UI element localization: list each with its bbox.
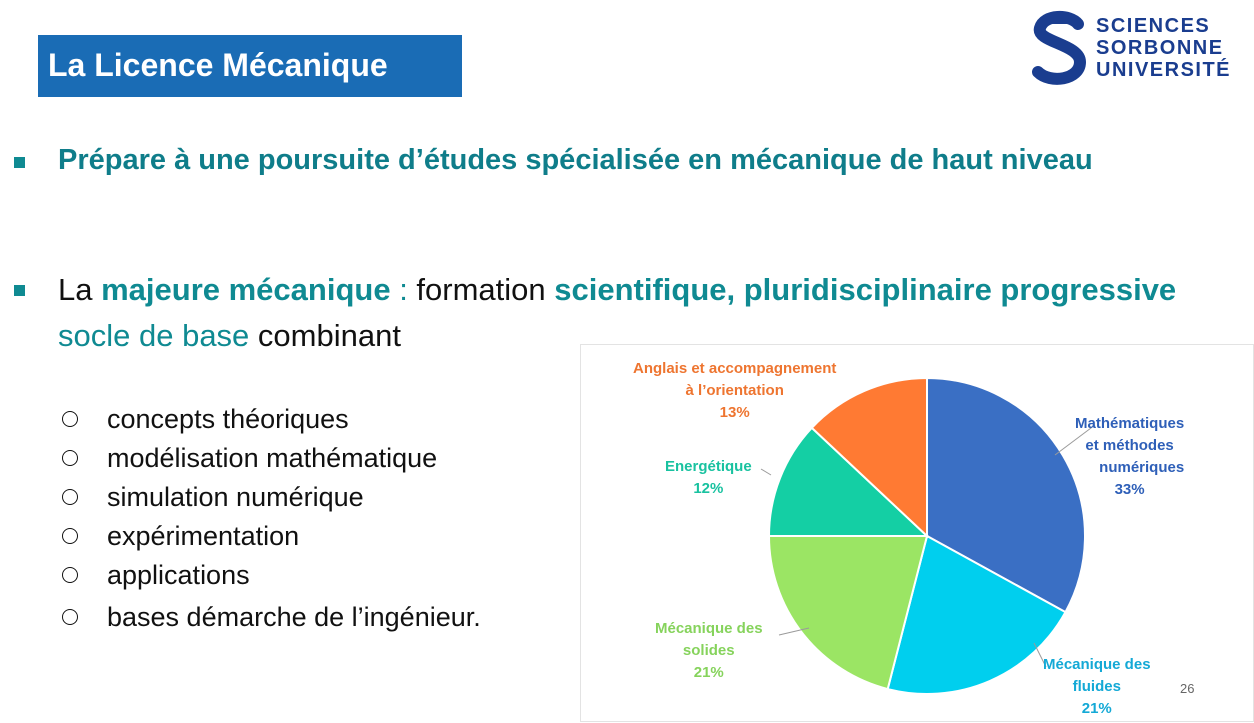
circle-bullet-icon (62, 489, 78, 505)
circle-bullet-icon (62, 528, 78, 544)
slice-percent-label: 33% (1114, 481, 1145, 498)
university-logo (1030, 10, 1250, 86)
bullet-text: La (58, 272, 102, 307)
bullet-text: formation (416, 272, 555, 307)
page-number: 26 (1180, 681, 1195, 696)
slice-label-fluides (1043, 654, 1151, 720)
slice-label-line: à l’orientation (685, 382, 784, 399)
slice-percent-label: 12% (693, 480, 724, 497)
highlight-scientifique: scientifique, pluridisciplinaire progressive (554, 272, 1177, 307)
pie-chart-panel (580, 344, 1254, 722)
title-banner (38, 35, 462, 97)
slice-label-energetique (665, 456, 752, 500)
bullet-square-icon (14, 285, 25, 296)
slice-label-solides (655, 618, 763, 684)
circle-bullet-icon (62, 411, 78, 427)
slice-label-mathematiques (1075, 413, 1184, 501)
list-item-label: concepts théoriques (107, 404, 349, 434)
slice-label-line: Mécanique des (655, 620, 763, 637)
slice-label-anglais (633, 358, 836, 424)
logo-line-universite: UNIVERSITÉ (1096, 59, 1232, 81)
list-item-label: simulation numérique (107, 482, 364, 512)
page-title: La Licence Mécanique (48, 47, 388, 83)
slice-label-line: Energétique (665, 458, 752, 475)
sorbonne-logo-icon (1030, 10, 1090, 86)
colon-separator: : (390, 272, 417, 307)
slice-percent-label: 21% (693, 664, 724, 681)
slice-label-line: Mathématiques (1075, 415, 1185, 432)
slice-label-line: numériques (1099, 459, 1185, 476)
highlight-majeure: majeure mécanique (101, 272, 391, 307)
bullet-socle (58, 318, 401, 354)
circle-bullet-icon (62, 567, 78, 583)
logo-line-sciences: SCIENCES (1096, 15, 1211, 37)
list-item-label: bases démarche de l’ingénieur. (107, 602, 481, 632)
logo-line-sorbonne: SORBONNE (1096, 37, 1224, 59)
slice-label-line: et méthodes (1085, 437, 1174, 454)
bullet-majeure (58, 272, 1176, 308)
circle-bullet-icon (62, 450, 78, 466)
bullet-square-icon (14, 157, 25, 168)
slice-label-line: Anglais et accompagnement (633, 360, 837, 377)
leader-line (761, 469, 771, 475)
slice-percent-label: 21% (1081, 700, 1112, 717)
list-item-label: expérimentation (107, 521, 300, 551)
highlight-socle: socle de base (58, 318, 250, 353)
list-item-label: applications (107, 560, 250, 590)
slice-label-line: Mécanique des (1043, 656, 1151, 673)
slice-percent-label: 13% (719, 404, 750, 421)
list-item-label: modélisation mathématique (107, 443, 438, 473)
bullet-prepare: Prépare à une poursuite d’études spécialisée en mécanique de haut niveau (58, 144, 1093, 176)
slice-label-line: fluides (1072, 678, 1121, 695)
bullet-text: combinant (249, 318, 401, 353)
circle-bullet-icon (62, 609, 78, 625)
slice-label-line: solides (682, 642, 735, 659)
